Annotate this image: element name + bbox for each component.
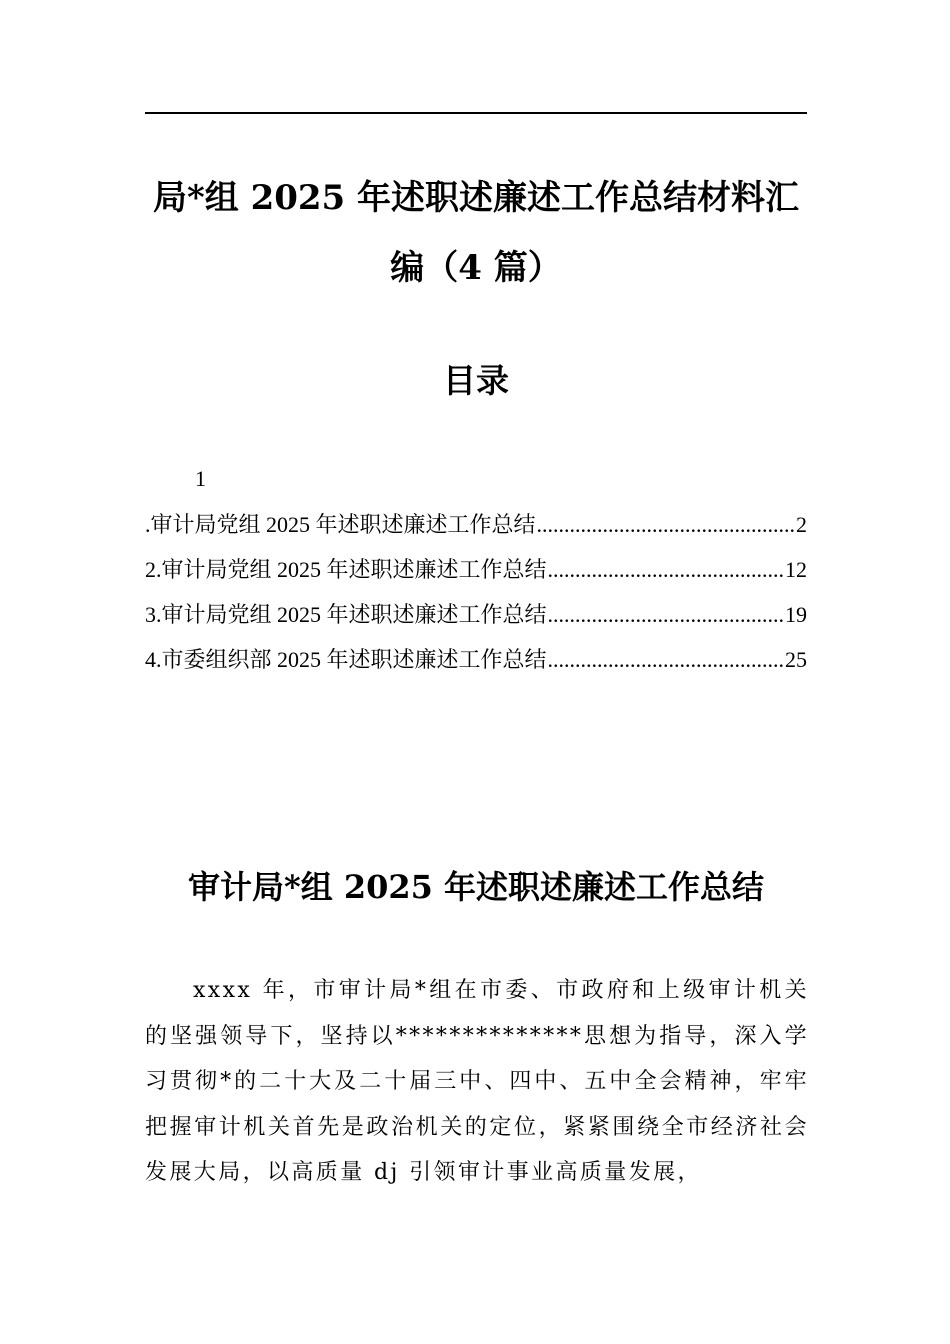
section-title: 审计局*组 2025 年述职述廉述工作总结 (187, 868, 765, 906)
body-paragraph: xxxx 年，市审计局*组在市委、市政府和上级审计机关的坚强领导下，坚持以**************思想为指导，深入学习贯彻*的二十大及二十届三中、四中、五中全会精神，牢牢把握审计机关首先是政治机关的定位，紧紧围绕全市经济社会发展大局，以高质量 dj 引领审计事业高质量发展， (145, 978, 809, 1185)
toc-leader-dots (548, 557, 784, 583)
document-title-line-1: 局*组 2025 年述职述廉述工作总结材料汇 (152, 178, 800, 218)
toc-entry-label: 4.市委组织部 2025 年述职述廉述工作总结 (145, 647, 547, 672)
toc-entry-4[interactable] (145, 643, 807, 688)
table-of-contents (145, 508, 807, 688)
toc-entry-label: 3.审计局党组 2025 年述职述廉述工作总结 (145, 602, 547, 627)
toc-entry-2[interactable] (145, 553, 807, 598)
document-title-line-2: 编（4 篇） (390, 248, 562, 288)
top-rule (145, 112, 807, 114)
toc-leader-dots (537, 512, 795, 538)
toc-stray-number: 1 (195, 466, 206, 491)
toc-entry-label: .审计局党组 2025 年述职述廉述工作总结 (145, 512, 536, 537)
toc-entry-1[interactable] (145, 508, 807, 553)
toc-entry-3[interactable] (145, 598, 807, 643)
toc-entry-label: 2.审计局党组 2025 年述职述廉述工作总结 (145, 557, 547, 582)
toc-entry-page: 2 (796, 512, 807, 537)
toc-entry-page: 19 (785, 602, 807, 627)
toc-leader-dots (548, 647, 784, 673)
toc-leader-dots (548, 602, 784, 628)
toc-entry-page: 12 (785, 557, 807, 582)
toc-entry-page: 25 (785, 647, 807, 672)
toc-heading: 目录 (443, 361, 509, 400)
